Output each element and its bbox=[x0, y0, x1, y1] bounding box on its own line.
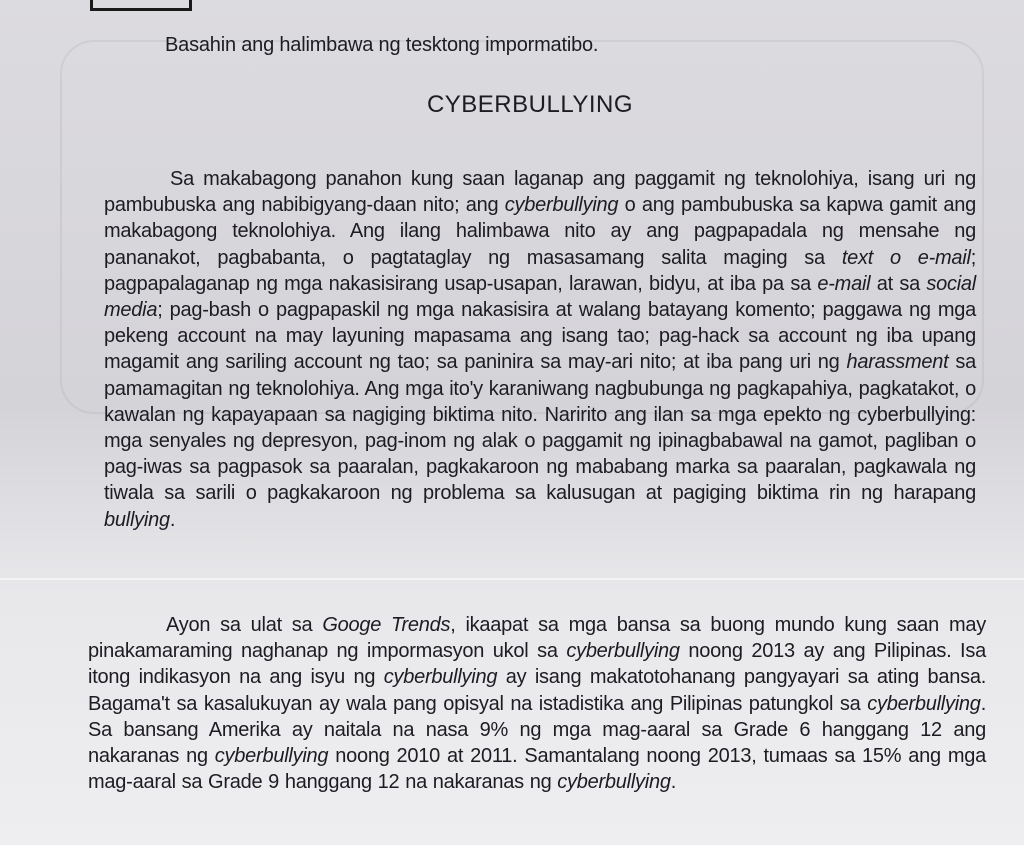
paragraph-2-text bbox=[88, 614, 986, 793]
text-run: , ikaapat sa mga bansa sa buong mundo kung saan may pinakamaraming naghanap ng impormasyon ukol sa bbox=[88, 614, 986, 663]
text-run-italic: bullying bbox=[104, 508, 170, 531]
text-run-italic: harassment bbox=[846, 351, 949, 374]
text-run: ; pag-bash o pagpapaskil ng mga nakasisira at walang batayang komento; paggawa ng mga pekeng account na may layuning mapasama ang isang tao; pag-hack sa account ng iba upang magamit ang sariling account ng tao; sa paninira sa may-ari nito; at iba pang uri ng bbox=[104, 299, 976, 374]
text-run: noong 2010 at 2011. Samantalang noong 2013, tumaas sa 15% ang mga mag-aaral sa Grade 9 hanggang 12 na nakaranas ng bbox=[88, 745, 986, 794]
text-run-italic: text o e-mail bbox=[841, 246, 971, 269]
text-run: . bbox=[169, 508, 176, 531]
text-run-italic: Googe Trends bbox=[322, 614, 451, 636]
text-run-italic: cyberbullying bbox=[383, 666, 498, 689]
text-run-italic: cyberbullying bbox=[504, 194, 619, 217]
text-run-italic: cyberbullying bbox=[566, 640, 680, 663]
header-box-decoration bbox=[90, 0, 192, 11]
text-run: sa pamamagitan ng teknolohiya. Ang mga ito'y karaniwang nagbubunga ng pagkapahiya, pagkatakot, o kawalan ng kapayapaan sa nagiging biktima nito. Naririto ang ilan sa mga epekto ng cyberbullying: mga senyales ng depresyon, pag-inom ng alak o paggamit ng ipinagbabawal na gamot, pagliban o pag-iwas sa pagpasok sa paaralan, pagkakaroon ng mababang marka sa paaralan, pagkawala ng tiwala sa sarili o pagkakaroon ng problema sa kalusugan at pagiging biktima rin ng harapang bbox=[104, 351, 976, 505]
text-run: noong 2013 ay ang Pilipinas. Isa itong indikasyon na ang isyu ng bbox=[88, 640, 986, 689]
text-run-italic: social media bbox=[104, 272, 976, 322]
text-run: Ayon sa ulat sa bbox=[166, 614, 323, 636]
page-fold-line bbox=[0, 578, 1024, 580]
text-run: ay isang makatotohanang pangyayari sa ating bansa. Bagama't sa kasalukuyan ay wala pang opisyal na istadistika ang Pilipinas patungkol sa bbox=[88, 666, 986, 715]
text-run-italic: cyberbullying bbox=[557, 771, 671, 794]
text-run: at sa bbox=[870, 272, 927, 295]
text-run-italic: cyberbullying bbox=[214, 745, 329, 768]
text-run: o ang pambubuska sa kapwa gamit ang makabagong teknolohiya. Ang ilang halimbawa nito ay ang pagpapadala ng mensahe ng pananakot, pagbabanta, o pagtataglay ng masasamang salita maging sa bbox=[104, 194, 976, 269]
text-run-italic: cyberbullying bbox=[867, 692, 981, 715]
text-run: Sa makabagong panahon kung saan laganap ang paggamit ng teknolohiya, isang uri ng pambubuska ang nabibigyang-daan nito; ang bbox=[104, 168, 976, 217]
instruction-text: Basahin ang halimbawa ng tesktong impormatibo. bbox=[165, 34, 599, 56]
text-run: . Sa bansang Amerika ay naitala na nasa 9% ng mga mag-aaral sa Grade 6 hanggang 12 ang nakaranas ng bbox=[88, 692, 986, 768]
text-run: . bbox=[670, 771, 677, 794]
document-title: CYBERBULLYING bbox=[426, 91, 634, 118]
text-run-italic: e-mail bbox=[817, 272, 871, 295]
text-run: ; pagpapalaganap ng mga nakasisirang usap-usapan, larawan, bidyu, at iba pa sa bbox=[104, 246, 976, 295]
paragraph-2 bbox=[88, 612, 986, 795]
paragraph-1 bbox=[104, 166, 976, 533]
paragraph-1-text bbox=[104, 168, 976, 531]
